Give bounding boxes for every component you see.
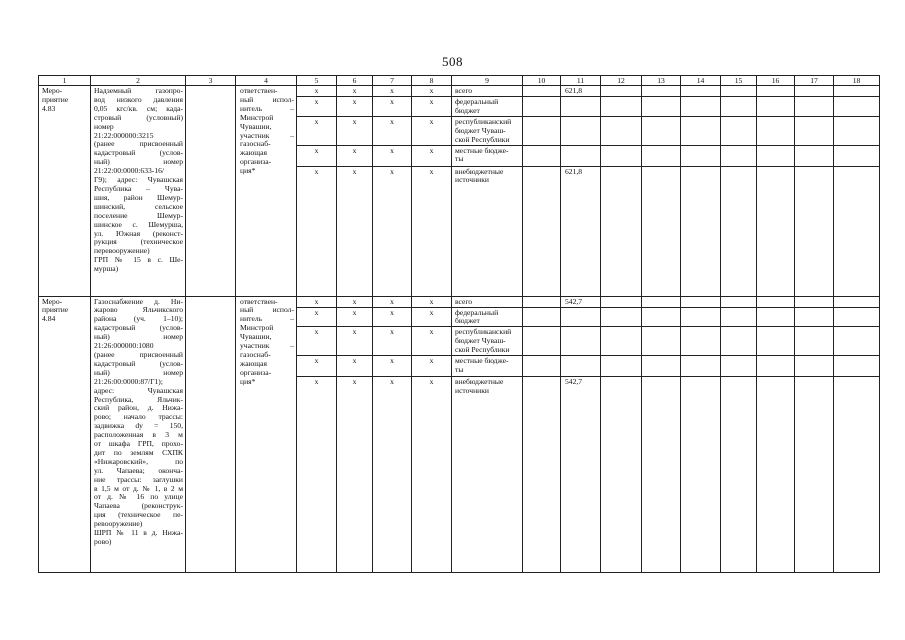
- empty-col-15-cell: [721, 296, 757, 307]
- x-mark-cell: x: [337, 356, 373, 377]
- x-mark-cell: x: [373, 356, 412, 377]
- empty-col-14-cell: [681, 145, 721, 166]
- text-line: ный) номер: [94, 332, 183, 342]
- text-line: Чувашии,: [240, 121, 272, 131]
- text-line: ный испол-: [240, 94, 294, 104]
- text-line: ный) номер: [94, 367, 183, 377]
- x-mark-cell: x: [412, 166, 452, 296]
- x-mark-cell: x: [412, 86, 452, 97]
- text-line: кадастровый (услов-: [94, 323, 183, 333]
- text-line: ция*: [240, 166, 256, 176]
- empty-col-10-cell: [523, 145, 561, 166]
- text-line: внебюджетные: [455, 377, 504, 387]
- empty-col-12-cell: [601, 296, 642, 307]
- text-line: ответствен-: [240, 296, 278, 306]
- x-mark-cell: x: [412, 97, 452, 117]
- x-mark-cell: x: [373, 166, 412, 296]
- text-line: источники: [455, 385, 489, 395]
- text-line: шинский, сельское: [94, 201, 183, 211]
- text-line: жарово Яльчикского: [94, 305, 183, 315]
- empty-col-14-cell: [681, 327, 721, 356]
- text-line: от шкафа ГРП, прохо-: [94, 439, 183, 449]
- column-number-header: 6: [337, 76, 373, 86]
- text-line: 21:26:00:0000:87/Г1);: [94, 376, 163, 386]
- column-number-row: [39, 76, 880, 86]
- empty-col-14-cell: [681, 377, 721, 573]
- amount-cell: [561, 116, 601, 145]
- x-mark-cell: x: [412, 327, 452, 356]
- empty-col-14-cell: [681, 116, 721, 145]
- empty-col-13-cell: [642, 327, 681, 356]
- x-mark-cell: x: [373, 97, 412, 117]
- empty-col-13-cell: [642, 116, 681, 145]
- text-line: всего: [455, 86, 473, 95]
- text-line: ской Республики: [455, 345, 510, 355]
- empty-col-17-cell: [795, 307, 834, 327]
- text-line: приятие: [42, 94, 69, 104]
- text-line: жающая: [240, 358, 268, 368]
- text-line: бюджет Чуваш-: [455, 125, 506, 135]
- empty-col-17-cell: [795, 116, 834, 145]
- text-line: Г9); адрес: Чувашская: [94, 175, 183, 185]
- empty-col-16-cell: [757, 356, 795, 377]
- column-number-header: 2: [91, 76, 186, 86]
- funding-source-cell: [452, 97, 523, 117]
- x-mark-cell: x: [297, 377, 337, 573]
- empty-col-10-cell: [523, 86, 561, 97]
- text-line: Меро-: [42, 296, 63, 306]
- empty-col-12-cell: [601, 97, 642, 117]
- x-mark-cell: x: [337, 296, 373, 307]
- text-line: организа-: [240, 157, 272, 167]
- x-mark-cell: x: [337, 116, 373, 145]
- empty-col-12-cell: [601, 145, 642, 166]
- text-line: шинское с. Шемурша,: [94, 219, 183, 229]
- empty-col-3-cell: [186, 86, 236, 297]
- text-line: бюджет Чуваш-: [455, 336, 506, 346]
- text-line: республиканский: [455, 116, 512, 126]
- x-mark-cell: x: [337, 307, 373, 327]
- x-mark-cell: x: [373, 86, 412, 97]
- column-number-header: 14: [681, 76, 721, 86]
- empty-col-13-cell: [642, 307, 681, 327]
- empty-col-15-cell: [721, 307, 757, 327]
- text-line: рукция (техническое: [94, 237, 183, 247]
- text-line: ция (техническое пе-: [94, 510, 183, 520]
- text-line: расположенная в 3 м: [94, 430, 183, 440]
- text-line: (ранее присвоенный: [94, 349, 183, 359]
- text-line: нитель –: [240, 314, 294, 324]
- funding-row: [39, 296, 880, 307]
- empty-col-12-cell: [601, 86, 642, 97]
- text-line: ный испол-: [240, 305, 294, 315]
- empty-col-13-cell: [642, 145, 681, 166]
- measure-id-cell: [39, 86, 91, 297]
- column-number-header: 17: [795, 76, 834, 86]
- text-line: стровый (условный): [94, 112, 183, 122]
- funding-source-cell: [452, 327, 523, 356]
- column-number-header: 3: [186, 76, 236, 86]
- empty-col-17-cell: [795, 356, 834, 377]
- empty-col-10-cell: [523, 97, 561, 117]
- text-line: 4.84: [42, 314, 56, 324]
- text-line: организа-: [240, 367, 272, 377]
- text-line: 21:26:000000:1080: [94, 341, 154, 351]
- text-line: (ранее присвоенный: [94, 139, 183, 149]
- amount-cell: [561, 97, 601, 117]
- text-line: дит по землям СХПК: [94, 447, 183, 457]
- text-line: ревооружение): [94, 519, 143, 529]
- x-mark-cell: x: [297, 356, 337, 377]
- empty-col-10-cell: [523, 377, 561, 573]
- empty-col-18-cell: [834, 116, 880, 145]
- text-line: от д. № 16 по улице: [94, 492, 183, 502]
- text-line: «Нижаровский», по: [94, 456, 183, 466]
- empty-col-13-cell: [642, 166, 681, 296]
- measure-name-cell: [91, 296, 186, 573]
- x-mark-cell: x: [412, 296, 452, 307]
- x-mark-cell: x: [337, 327, 373, 356]
- text-line: бюджет: [455, 316, 480, 326]
- empty-col-18-cell: [834, 356, 880, 377]
- empty-col-17-cell: [795, 97, 834, 117]
- x-mark-cell: x: [412, 307, 452, 327]
- empty-col-17-cell: [795, 166, 834, 296]
- x-mark-cell: x: [412, 145, 452, 166]
- empty-col-14-cell: [681, 166, 721, 296]
- empty-col-15-cell: [721, 145, 757, 166]
- empty-col-17-cell: [795, 327, 834, 356]
- empty-col-15-cell: [721, 116, 757, 145]
- empty-col-14-cell: [681, 86, 721, 97]
- empty-col-17-cell: [795, 296, 834, 307]
- empty-col-18-cell: [834, 166, 880, 296]
- amount-cell: 621,8: [561, 86, 601, 97]
- table-body: [39, 86, 880, 573]
- empty-col-12-cell: [601, 356, 642, 377]
- empty-col-17-cell: [795, 145, 834, 166]
- text-line: вод низкого давления: [94, 94, 183, 104]
- column-number-header: 15: [721, 76, 757, 86]
- empty-col-17-cell: [795, 86, 834, 97]
- empty-col-3-cell: [186, 296, 236, 573]
- x-mark-cell: x: [412, 377, 452, 573]
- text-line: приятие: [42, 305, 69, 315]
- text-line: шия, район Шемур-: [94, 192, 183, 202]
- x-mark-cell: x: [297, 86, 337, 97]
- funding-source-cell: [452, 307, 523, 327]
- text-line: Чапаева (реконструк-: [94, 501, 183, 511]
- empty-col-16-cell: [757, 307, 795, 327]
- column-number-header: 7: [373, 76, 412, 86]
- x-mark-cell: x: [337, 86, 373, 97]
- x-mark-cell: x: [337, 377, 373, 573]
- empty-col-15-cell: [721, 97, 757, 117]
- text-line: ский район, д. Нижа-: [94, 403, 183, 413]
- column-number-header: 5: [297, 76, 337, 86]
- empty-col-10-cell: [523, 296, 561, 307]
- text-line: 4.83: [42, 103, 56, 113]
- empty-col-18-cell: [834, 86, 880, 97]
- amount-cell: [561, 327, 601, 356]
- empty-col-16-cell: [757, 86, 795, 97]
- empty-col-18-cell: [834, 296, 880, 307]
- column-number-header: 4: [236, 76, 297, 86]
- empty-col-17-cell: [795, 377, 834, 573]
- empty-col-13-cell: [642, 296, 681, 307]
- funding-source-cell: [452, 145, 523, 166]
- funding-source-cell: [452, 116, 523, 145]
- empty-col-12-cell: [601, 377, 642, 573]
- empty-col-15-cell: [721, 166, 757, 296]
- x-mark-cell: x: [297, 116, 337, 145]
- text-line: участник –: [240, 130, 294, 140]
- text-line: ция*: [240, 376, 256, 386]
- executor-cell: [236, 86, 297, 297]
- x-mark-cell: x: [373, 307, 412, 327]
- empty-col-13-cell: [642, 86, 681, 97]
- empty-col-16-cell: [757, 116, 795, 145]
- text-line: федеральный: [455, 97, 499, 106]
- text-line: жающая: [240, 148, 268, 158]
- x-mark-cell: x: [337, 97, 373, 117]
- empty-col-10-cell: [523, 307, 561, 327]
- text-line: Минстрой: [240, 112, 274, 122]
- text-line: 0,05 кгс/кв. см; када-: [94, 103, 183, 113]
- funding-row: [39, 86, 880, 97]
- amount-cell: 542,7: [561, 296, 601, 307]
- text-line: республиканский: [455, 327, 512, 337]
- measure-id-cell: [39, 296, 91, 573]
- x-mark-cell: x: [337, 145, 373, 166]
- funding-source-cell: [452, 166, 523, 296]
- empty-col-10-cell: [523, 166, 561, 296]
- x-mark-cell: x: [373, 296, 412, 307]
- empty-col-15-cell: [721, 377, 757, 573]
- column-number-header: 8: [412, 76, 452, 86]
- amount-cell: [561, 145, 601, 166]
- text-line: федеральный: [455, 307, 499, 317]
- text-line: Минстрой: [240, 323, 274, 333]
- text-line: кадастровый (услов-: [94, 148, 183, 158]
- empty-col-14-cell: [681, 296, 721, 307]
- text-line: района (уч. 1–10);: [94, 314, 183, 324]
- text-line: ный) номер: [94, 157, 183, 167]
- text-line: Газоснабжение д. Ни-: [94, 296, 183, 306]
- text-line: ние трассы: заглушки: [94, 474, 183, 484]
- text-line: Республика, Яльчик-: [94, 394, 183, 404]
- text-line: местные бюдже-: [455, 356, 509, 366]
- empty-col-18-cell: [834, 327, 880, 356]
- column-number-header: 9: [452, 76, 523, 86]
- funding-source-cell: [452, 356, 523, 377]
- x-mark-cell: x: [297, 97, 337, 117]
- text-line: 21:22:000000:3215: [94, 130, 154, 140]
- amount-cell: 621,8: [561, 166, 601, 296]
- empty-col-16-cell: [757, 377, 795, 573]
- empty-col-16-cell: [757, 166, 795, 296]
- column-number-header: 1: [39, 76, 91, 86]
- funding-source-cell: [452, 296, 523, 307]
- text-line: кадастровый (услов-: [94, 358, 183, 368]
- executor-cell: [236, 296, 297, 573]
- text-line: источники: [455, 175, 489, 185]
- column-number-header: 13: [642, 76, 681, 86]
- column-number-header: 12: [601, 76, 642, 86]
- text-line: номер: [94, 121, 114, 131]
- empty-col-15-cell: [721, 327, 757, 356]
- text-line: в 1,5 м от д. № 1, в 2 м: [94, 483, 183, 493]
- empty-col-16-cell: [757, 327, 795, 356]
- text-line: газоснаб-: [240, 139, 271, 149]
- text-line: 21:22:00:0000:633-16/: [94, 166, 165, 176]
- x-mark-cell: x: [337, 166, 373, 296]
- amount-cell: 542,7: [561, 377, 601, 573]
- text-line: всего: [455, 296, 473, 306]
- empty-col-12-cell: [601, 166, 642, 296]
- text-line: ул. Чапаева; оконча-: [94, 465, 183, 475]
- text-line: Меро-: [42, 86, 63, 95]
- text-line: ГРП № 15 в с. Ше-: [94, 255, 183, 265]
- column-number-header: 16: [757, 76, 795, 86]
- empty-col-12-cell: [601, 307, 642, 327]
- text-line: Республика – Чува-: [94, 183, 183, 193]
- empty-col-18-cell: [834, 307, 880, 327]
- empty-col-14-cell: [681, 307, 721, 327]
- column-number-header: 18: [834, 76, 880, 86]
- x-mark-cell: x: [373, 116, 412, 145]
- empty-col-18-cell: [834, 377, 880, 573]
- x-mark-cell: x: [412, 116, 452, 145]
- amount-cell: [561, 307, 601, 327]
- x-mark-cell: x: [297, 307, 337, 327]
- empty-col-15-cell: [721, 356, 757, 377]
- empty-col-18-cell: [834, 97, 880, 117]
- text-line: ты: [455, 154, 464, 164]
- text-line: нитель –: [240, 103, 294, 113]
- x-mark-cell: x: [297, 296, 337, 307]
- funding-source-cell: [452, 86, 523, 97]
- text-line: газоснаб-: [240, 349, 271, 359]
- amount-cell: [561, 356, 601, 377]
- empty-col-16-cell: [757, 296, 795, 307]
- x-mark-cell: x: [297, 327, 337, 356]
- x-mark-cell: x: [373, 377, 412, 573]
- x-mark-cell: x: [373, 145, 412, 166]
- budget-table: [38, 75, 880, 573]
- measure-name-cell: [91, 86, 186, 297]
- empty-col-18-cell: [834, 145, 880, 166]
- text-line: задвижка dy = 150,: [94, 421, 183, 431]
- text-line: перевооружение): [94, 246, 150, 256]
- empty-col-13-cell: [642, 377, 681, 573]
- text-line: Чувашии,: [240, 332, 272, 342]
- text-line: ты: [455, 364, 464, 374]
- empty-col-13-cell: [642, 356, 681, 377]
- funding-source-cell: [452, 377, 523, 573]
- empty-col-12-cell: [601, 327, 642, 356]
- empty-col-10-cell: [523, 116, 561, 145]
- text-line: адрес: Чувашская: [94, 385, 183, 395]
- empty-col-14-cell: [681, 356, 721, 377]
- column-number-header: 11: [561, 76, 601, 86]
- x-mark-cell: x: [412, 356, 452, 377]
- column-number-header: 10: [523, 76, 561, 86]
- page-number: 508: [442, 54, 463, 69]
- x-mark-cell: x: [297, 166, 337, 296]
- empty-col-16-cell: [757, 97, 795, 117]
- text-line: ской Республики: [455, 134, 510, 144]
- text-line: ШРП № 11 в д. Нижа-: [94, 528, 183, 538]
- empty-col-13-cell: [642, 97, 681, 117]
- text-line: мурша): [94, 264, 119, 274]
- text-line: ул. Южная (реконст-: [94, 228, 183, 238]
- text-line: рово; начало трассы:: [94, 412, 183, 422]
- text-line: ответствен-: [240, 86, 278, 95]
- empty-col-12-cell: [601, 116, 642, 145]
- empty-col-14-cell: [681, 97, 721, 117]
- empty-col-10-cell: [523, 327, 561, 356]
- empty-col-10-cell: [523, 356, 561, 377]
- x-mark-cell: x: [297, 145, 337, 166]
- empty-col-16-cell: [757, 145, 795, 166]
- text-line: Надземный газопро-: [94, 86, 183, 95]
- text-line: бюджет: [455, 105, 480, 115]
- text-line: участник –: [240, 341, 294, 351]
- text-line: поселение Шемур-: [94, 210, 183, 220]
- text-line: местные бюдже-: [455, 145, 509, 155]
- x-mark-cell: x: [373, 327, 412, 356]
- text-line: внебюджетные: [455, 166, 504, 176]
- empty-col-15-cell: [721, 86, 757, 97]
- text-line: рово): [94, 537, 112, 546]
